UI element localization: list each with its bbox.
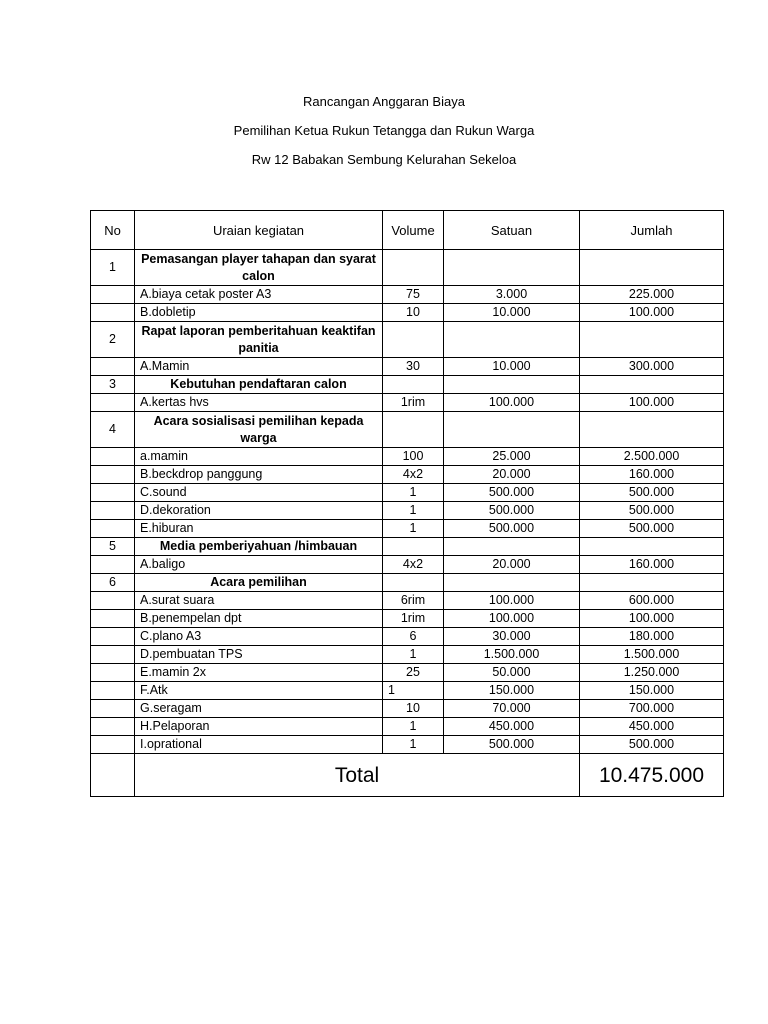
total-value: 10.475.000 [580,754,724,797]
cell-uraian: B.penempelan dpt [135,610,383,628]
table-row [91,394,724,412]
cell-volume: 1 [383,718,444,736]
cell-no [91,358,135,376]
cell-volume [383,250,444,286]
cell-uraian: A.Mamin [135,358,383,376]
cell-satuan: 100.000 [444,592,580,610]
cell-no [91,628,135,646]
cell-no [91,304,135,322]
cell-jumlah: 450.000 [580,718,724,736]
table-row [91,736,724,754]
cell-satuan: 20.000 [444,466,580,484]
table-row [91,520,724,538]
cell-volume: 1rim [383,610,444,628]
cell-satuan: 20.000 [444,556,580,574]
table-row-group [91,538,724,556]
cell-uraian: Media pemberiyahuan /himbauan [135,538,383,556]
cell-uraian: Acara sosialisasi pemilihan kepada warga [135,412,383,448]
cell-satuan: 500.000 [444,520,580,538]
cell-satuan: 10.000 [444,358,580,376]
cell-jumlah: 1.250.000 [580,664,724,682]
cell-uraian: Acara pemilihan [135,574,383,592]
cell-volume: 1 [383,484,444,502]
cell-uraian: F.Atk [135,682,383,700]
cell-uraian: A.surat suara [135,592,383,610]
cell-no [91,700,135,718]
cell-no [91,610,135,628]
cell-uraian: I.oprational [135,736,383,754]
cell-no [91,646,135,664]
cell-satuan: 500.000 [444,502,580,520]
table-row [91,466,724,484]
cell-satuan: 500.000 [444,484,580,502]
table-row [91,484,724,502]
cell-satuan [444,250,580,286]
table-row-group [91,412,724,448]
cell-jumlah: 160.000 [580,466,724,484]
cell-uraian: D.dekoration [135,502,383,520]
cell-jumlah: 100.000 [580,304,724,322]
cell-uraian: Rapat laporan pemberitahuan keaktifan panitia [135,322,383,358]
cell-jumlah: 180.000 [580,628,724,646]
cell-no [91,466,135,484]
table-row [91,646,724,664]
cell-volume [383,574,444,592]
cell-satuan: 500.000 [444,736,580,754]
cell-no: 6 [91,574,135,592]
cell-satuan: 10.000 [444,304,580,322]
column-header-satuan: Satuan [444,211,580,250]
cell-satuan [444,412,580,448]
cell-satuan: 1.500.000 [444,646,580,664]
cell-no: 5 [91,538,135,556]
cell-uraian: B.dobletip [135,304,383,322]
cell-jumlah: 500.000 [580,736,724,754]
cell-uraian: E.mamin 2x [135,664,383,682]
table-row [91,502,724,520]
cell-uraian: E.hiburan [135,520,383,538]
cell-jumlah: 500.000 [580,502,724,520]
cell-jumlah: 700.000 [580,700,724,718]
table-row [91,718,724,736]
cell-jumlah [580,322,724,358]
cell-uraian: H.Pelaporan [135,718,383,736]
cell-no [91,556,135,574]
cell-satuan: 30.000 [444,628,580,646]
cell-volume: 10 [383,304,444,322]
cell-jumlah: 100.000 [580,610,724,628]
column-header-volume: Volume [383,211,444,250]
table-row [91,448,724,466]
table-row-group [91,574,724,592]
cell-no [91,664,135,682]
cell-volume: 6rim [383,592,444,610]
cell-satuan [444,538,580,556]
cell-no [91,286,135,304]
cell-satuan [444,322,580,358]
cell-volume [383,376,444,394]
cell-volume: 6 [383,628,444,646]
cell-no: 4 [91,412,135,448]
table-row [91,628,724,646]
total-label: Total [135,754,580,797]
column-header-jumlah: Jumlah [580,211,724,250]
cell-uraian: C.sound [135,484,383,502]
table-row [91,700,724,718]
cell-satuan: 450.000 [444,718,580,736]
cell-jumlah: 1.500.000 [580,646,724,664]
cell-satuan [444,574,580,592]
cell-no: 3 [91,376,135,394]
cell-volume: 4x2 [383,466,444,484]
cell-satuan: 3.000 [444,286,580,304]
table-row [91,610,724,628]
cell-jumlah: 150.000 [580,682,724,700]
column-header-uraian: Uraian kegiatan [135,211,383,250]
cell-satuan: 50.000 [444,664,580,682]
cell-satuan: 25.000 [444,448,580,466]
cell-jumlah: 2.500.000 [580,448,724,466]
cell-no: 1 [91,250,135,286]
cell-no [91,520,135,538]
document-location: Rw 12 Babakan Sembung Kelurahan Sekeloa [251,152,517,167]
cell-volume: 1 [383,520,444,538]
cell-uraian: a.mamin [135,448,383,466]
cell-jumlah [580,376,724,394]
cell-jumlah [580,574,724,592]
cell-no [91,394,135,412]
cell-volume: 1 [383,682,444,700]
cell-volume: 30 [383,358,444,376]
cell-no [91,484,135,502]
cell-satuan: 70.000 [444,700,580,718]
cell-no [91,592,135,610]
cell-volume: 1 [383,736,444,754]
cell-no: 2 [91,322,135,358]
document-title: Rancangan Anggaran Biaya [303,94,465,109]
cell-no [91,502,135,520]
cell-no [91,448,135,466]
document-subtitle: Pemilihan Ketua Rukun Tetangga dan Rukun Warga [233,123,535,138]
cell-uraian: B.beckdrop panggung [135,466,383,484]
cell-jumlah: 100.000 [580,394,724,412]
cell-no [91,682,135,700]
total-row [91,754,724,797]
cell-jumlah: 500.000 [580,484,724,502]
cell-volume: 1rim [383,394,444,412]
cell-satuan: 100.000 [444,610,580,628]
table-row-group [91,322,724,358]
cell-jumlah: 160.000 [580,556,724,574]
cell-volume [383,322,444,358]
cell-no [91,736,135,754]
cell-satuan [444,376,580,394]
cell-volume: 100 [383,448,444,466]
cell-jumlah [580,538,724,556]
table-row [91,304,724,322]
cell-jumlah: 600.000 [580,592,724,610]
table-row [91,286,724,304]
table-header-row [91,211,724,250]
cell-uraian: A.biaya cetak poster A3 [135,286,383,304]
cell-volume: 10 [383,700,444,718]
table-row [91,682,724,700]
cell-satuan: 100.000 [444,394,580,412]
table-body [91,250,724,797]
cell-uraian: A.baligo [135,556,383,574]
cell-jumlah [580,412,724,448]
table-row [91,358,724,376]
cell-satuan: 150.000 [444,682,580,700]
table-row [91,592,724,610]
cell-volume: 1 [383,502,444,520]
table-row-group [91,376,724,394]
column-header-no: No [91,211,135,250]
table-row-group [91,250,724,286]
table-row [91,664,724,682]
cell-uraian: G.seragam [135,700,383,718]
cell-volume: 75 [383,286,444,304]
cell-jumlah [580,250,724,286]
cell-no-empty [91,754,135,797]
budget-table [90,210,724,797]
cell-uraian: C.plano A3 [135,628,383,646]
cell-uraian: Kebutuhan pendaftaran calon [135,376,383,394]
cell-uraian: A.kertas hvs [135,394,383,412]
cell-jumlah: 300.000 [580,358,724,376]
cell-volume: 25 [383,664,444,682]
cell-no [91,718,135,736]
table-row [91,556,724,574]
cell-volume: 4x2 [383,556,444,574]
cell-jumlah: 500.000 [580,520,724,538]
cell-uraian: D.pembuatan TPS [135,646,383,664]
cell-volume: 1 [383,646,444,664]
cell-volume [383,538,444,556]
cell-volume [383,412,444,448]
cell-uraian: Pemasangan player tahapan dan syarat calon [135,250,383,286]
cell-jumlah: 225.000 [580,286,724,304]
